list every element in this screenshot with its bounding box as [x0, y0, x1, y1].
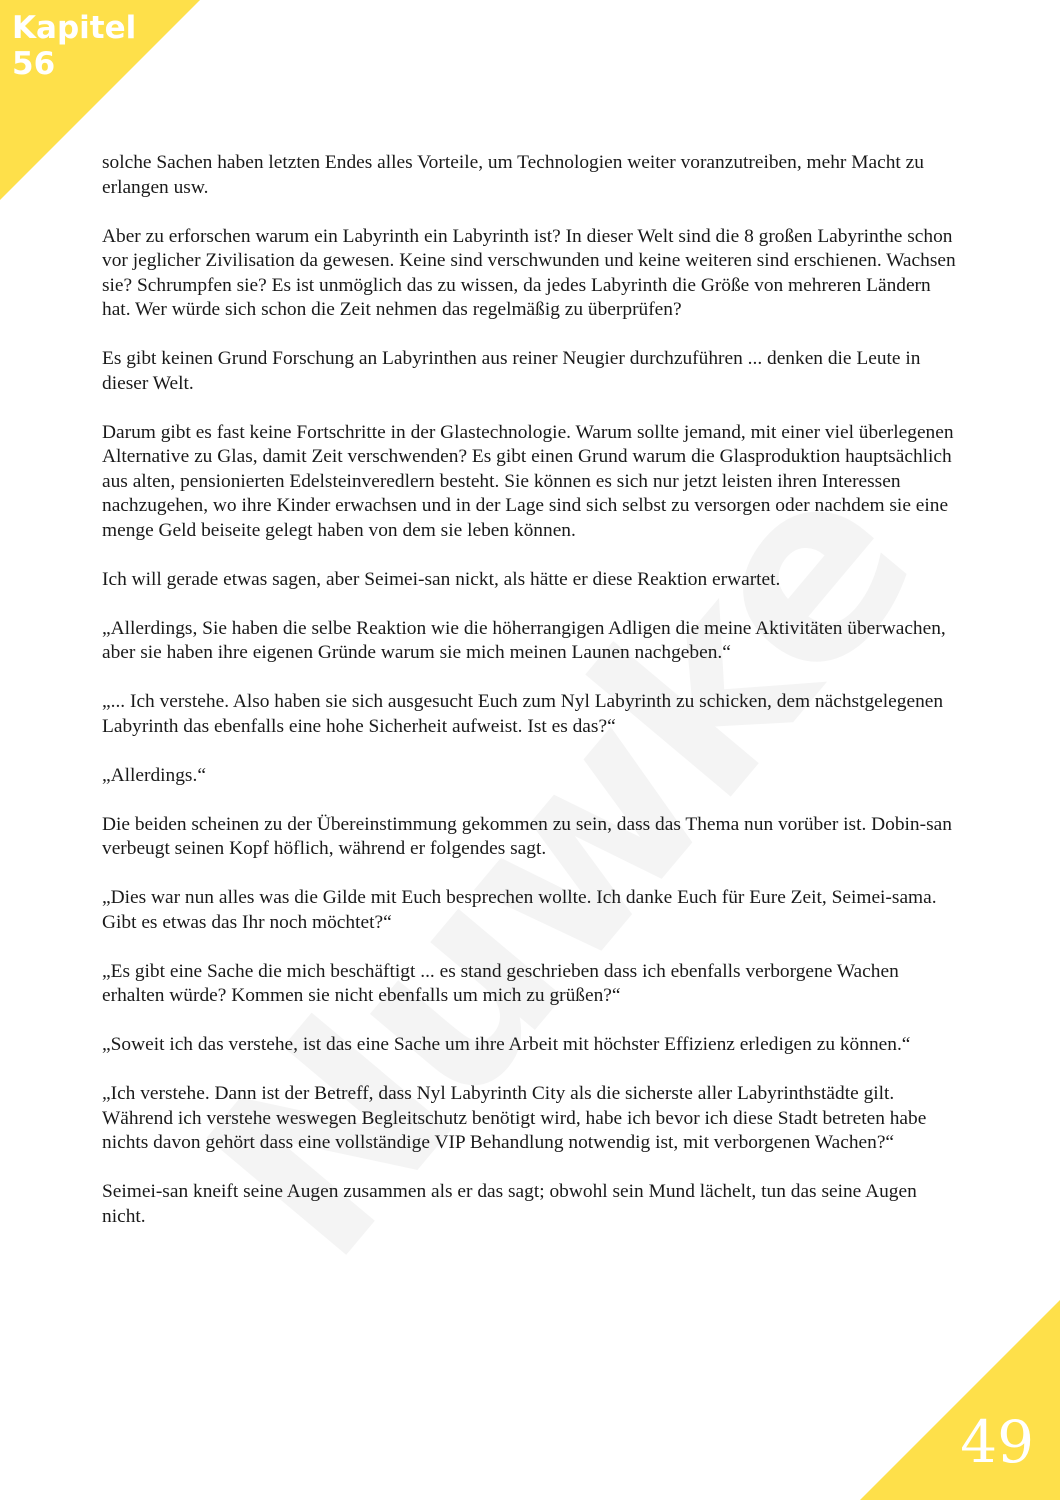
paragraph: Darum gibt es fast keine Fortschritte in der Glastechnologie. Warum sollte jemand, mit einer viel überlegenen Alternative zu Glas, damit Zeit verschwenden? Es gibt einen Grund warum die Glasproduktion hauptsächlich aus alten, pensionierten Edelsteinveredlern besteht. Sie können es sich nur jetzt leisten ihren Interessen nachzugehen, wo ihre Kinder erwachsen und in der Lage sind sich selbst zu versorgen oder nachdem sie eine menge Geld beiseite gelegt haben von dem sie leben können. [102, 421, 954, 541]
paragraph: „Allerdings, Sie haben die selbe Reaktion wie die höherrangigen Adligen die meine Aktivitäten überwachen, aber sie haben ihre eigenen Gründe warum sie mich meinen Launen nachgeben.“ [102, 617, 946, 663]
paragraph: solche Sachen haben letzten Endes alles Vorteile, um Technologien weiter voranzutreiben, mehr Macht zu erlangen usw. [102, 152, 924, 198]
paragraph: „Allerdings.“ [102, 764, 206, 786]
page-number: 49 [960, 1408, 1034, 1476]
paragraph: Es gibt keinen Grund Forschung an Labyrinthen aus reiner Neugier durchzuführen ... denken die Leute in dieser Welt. [102, 348, 921, 394]
paragraph: Aber zu erforschen warum ein Labyrinth ein Labyrinth ist? In dieser Welt sind die 8 großen Labyrinthe schon vor jeglicher Zivilisation da gewesen. Keine sind verschwunden und keine weiteren sind erschienen. Wachsen sie? Schrumpfen sie? Es ist unmöglich das zu wissen, da jedes Labyrinth die Größe von mehreren Ländern hat. Wer würde sich schon die Zeit nehmen das regelmäßig zu überprüfen? [102, 225, 956, 320]
paragraph: „Dies war nun alles was die Gilde mit Euch besprechen wollte. Ich danke Euch für Eure Zeit, Seimei-sama. Gibt es etwas das Ihr noch möchtet?“ [102, 887, 937, 933]
chapter-number: 56 [12, 46, 56, 82]
paragraph: „Soweit ich das verstehe, ist das eine Sache um ihre Arbeit mit höchster Effizienz erledigen zu können.“ [102, 1034, 911, 1055]
paragraph: „... Ich verstehe. Also haben sie sich ausgesucht Euch zum Nyl Labyrinth zu schicken, dem nächstgelegenen Labyrinth das ebenfalls eine hohe Sicherheit aufweist. Ist es das?“ [102, 691, 944, 737]
paragraph: Die beiden scheinen zu der Übereinstimmung gekommen zu sein, dass das Thema nun vorüber ist. Dobin-san verbeugt seinen Kopf höflich, während er folgendes sagt. [102, 813, 952, 859]
chapter-word: Kapitel [12, 10, 137, 46]
paragraph: „Es gibt eine Sache die mich beschäftigt ... es stand geschrieben dass ich ebenfalls verborgene Wachen erhalten würde? Kommen sie nicht ebenfalls um mich zu grüßen?“ [102, 960, 899, 1006]
paragraph: „Ich verstehe. Dann ist der Betreff, dass Nyl Labyrinth City als die sicherste aller Labyrinthstädte gilt. Während ich verstehe weswegen Begleitschutz benötigt wird, habe ich bevor ich diese Stadt betreten habe nichts davon gehört dass eine vollständige VIP Behandlung notwendig ist, mit verborgenen Wachen?“ [102, 1083, 927, 1153]
paragraph: Ich will gerade etwas sagen, aber Seimei-san nickt, als hätte er diese Reaktion erwartet. [102, 568, 781, 590]
chapter-text [102, 151, 962, 1254]
chapter-label [12, 10, 136, 82]
paragraph: Seimei-san kneift seine Augen zusammen als er das sagt; obwohl sein Mund lächelt, tun das seine Augen nicht. [102, 1181, 917, 1227]
